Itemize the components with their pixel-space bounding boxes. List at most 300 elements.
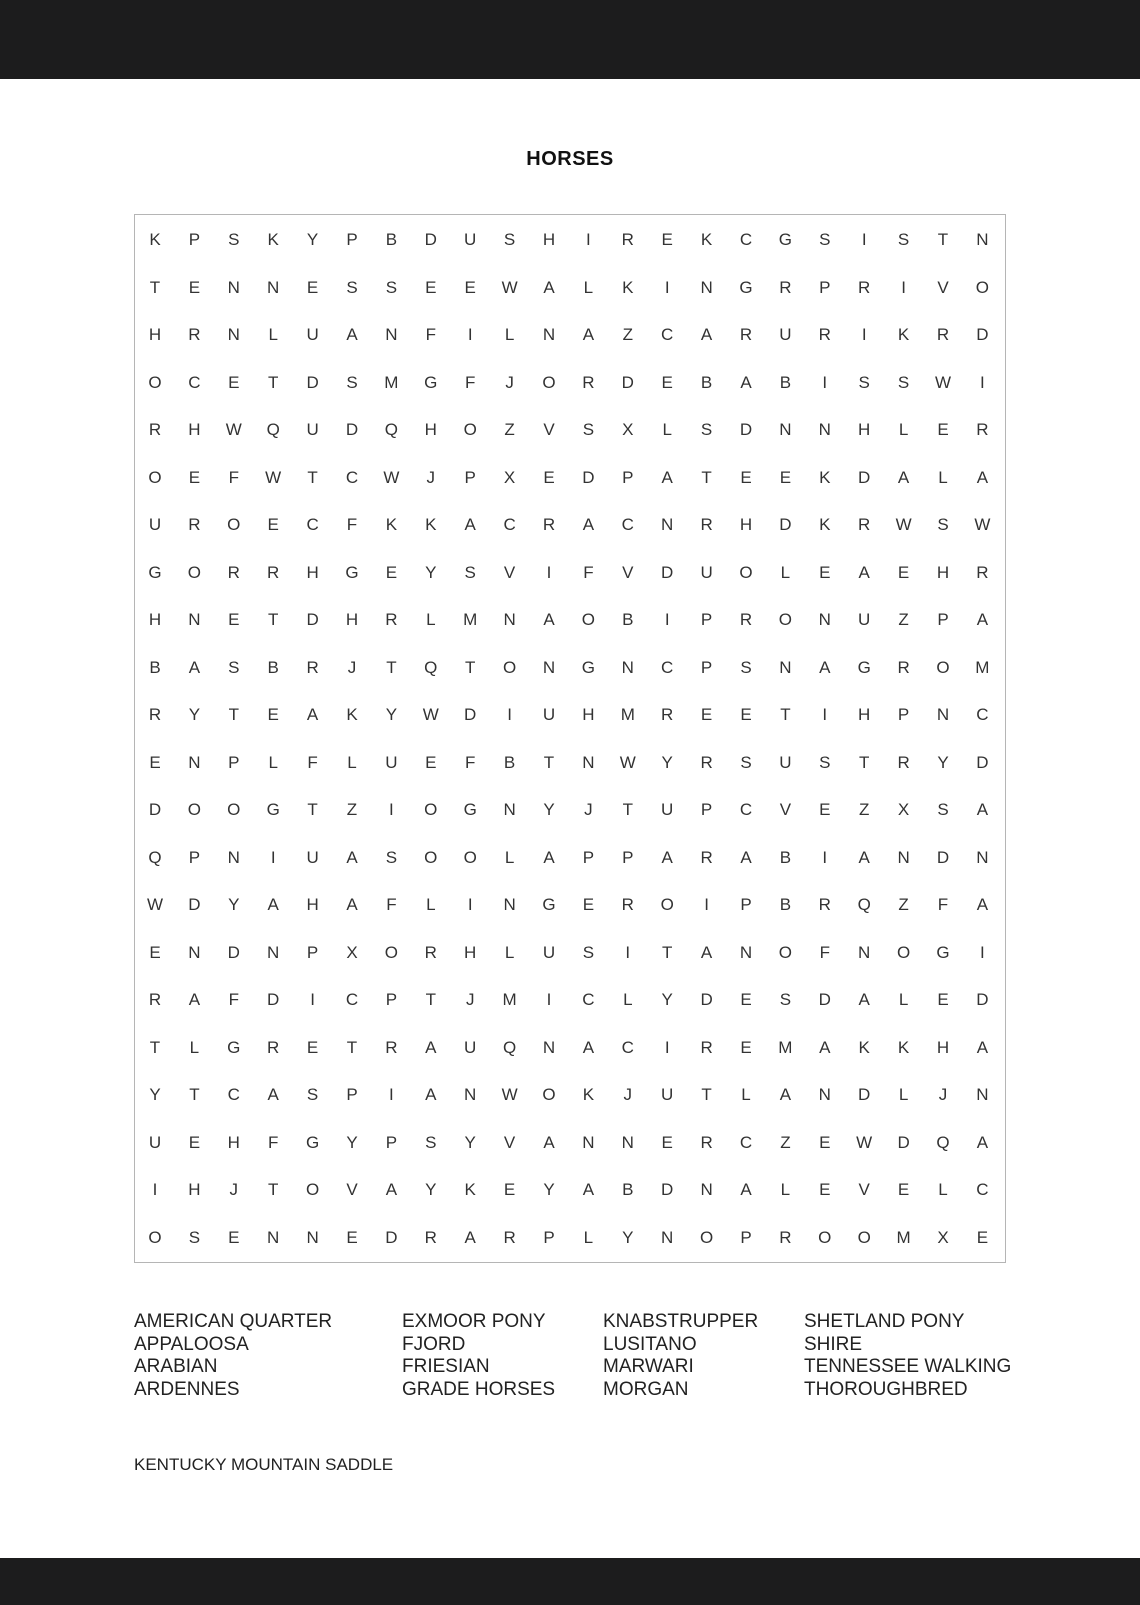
grid-letter: N bbox=[267, 942, 280, 962]
grid-letter: T bbox=[267, 372, 279, 392]
grid-letter: K bbox=[700, 230, 713, 249]
grid-letter: U bbox=[779, 325, 792, 344]
grid-letter: E bbox=[819, 1180, 831, 1199]
grid-letter: I bbox=[980, 942, 985, 962]
grid-letter: L bbox=[898, 420, 909, 439]
grid-letter: S bbox=[740, 657, 752, 677]
grid-letter: T bbox=[228, 705, 239, 724]
grid-letter: J bbox=[229, 1180, 239, 1199]
grid-letter: R bbox=[858, 515, 871, 534]
grid-letter: I bbox=[310, 990, 315, 1009]
grid-letter: S bbox=[897, 230, 910, 249]
grid-letter: U bbox=[661, 1085, 674, 1104]
grid-letter: F bbox=[386, 895, 397, 914]
grid-letter: J bbox=[347, 657, 357, 677]
grid-letter: M bbox=[778, 1037, 793, 1057]
extra-word: KENTUCKY MOUNTAIN SADDLE bbox=[134, 1455, 394, 1474]
grid-letter: U bbox=[385, 752, 398, 772]
grid-letter: N bbox=[503, 800, 516, 819]
grid-letter: S bbox=[897, 372, 910, 392]
grid-letter: R bbox=[188, 515, 201, 534]
grid-letter: O bbox=[148, 467, 162, 487]
grid-letter: A bbox=[740, 847, 752, 867]
grid-letter: B bbox=[779, 372, 792, 392]
grid-letter: A bbox=[740, 372, 752, 392]
grid-letter: F bbox=[819, 942, 830, 962]
word-list-item: ARDENNES bbox=[134, 1378, 240, 1400]
grid-letter: N bbox=[818, 1085, 831, 1104]
grid-letter: E bbox=[819, 1132, 831, 1152]
grid-letter: C bbox=[661, 325, 674, 344]
grid-letter: N bbox=[188, 752, 201, 772]
grid-letter: C bbox=[582, 990, 595, 1009]
grid-letter: I bbox=[704, 895, 709, 914]
grid-letter: Y bbox=[937, 752, 949, 772]
grid-letter: S bbox=[819, 230, 831, 249]
grid-letter: O bbox=[936, 657, 950, 677]
grid-letter: E bbox=[937, 990, 949, 1009]
grid-letter: O bbox=[463, 420, 477, 439]
grid-letter: A bbox=[858, 562, 870, 582]
grid-letter: D bbox=[385, 1227, 398, 1247]
grid-letter: U bbox=[464, 230, 477, 249]
grid-letter: W bbox=[895, 515, 912, 534]
grid-letter: A bbox=[582, 325, 595, 344]
grid-letter: I bbox=[389, 1085, 394, 1104]
grid-row bbox=[135, 225, 1007, 255]
grid-letter: T bbox=[701, 467, 712, 487]
bottom-bar bbox=[0, 1558, 1140, 1605]
page-title: HORSES bbox=[526, 148, 614, 170]
grid-row bbox=[135, 273, 1007, 303]
grid-letter: G bbox=[345, 562, 359, 582]
grid-letter: Y bbox=[661, 990, 673, 1009]
grid-letter: Y bbox=[346, 1132, 358, 1152]
grid-letter: C bbox=[306, 515, 319, 534]
grid-letter: O bbox=[542, 372, 556, 392]
grid-letter: Z bbox=[504, 420, 515, 439]
grid-letter: F bbox=[267, 1132, 279, 1152]
grid-letter: B bbox=[385, 230, 398, 249]
grid-letter: N bbox=[858, 942, 871, 962]
grid-letter: F bbox=[464, 752, 476, 772]
grid-letter: Q bbox=[502, 1037, 517, 1057]
grid-row bbox=[135, 653, 1007, 683]
grid-letter: C bbox=[661, 657, 674, 677]
grid-letter: R bbox=[621, 230, 634, 249]
grid-letter: T bbox=[346, 1037, 358, 1057]
grid-letter: D bbox=[424, 230, 437, 249]
grid-letter: B bbox=[267, 657, 279, 677]
grid-letter: G bbox=[542, 895, 556, 914]
grid-letter: P bbox=[819, 277, 831, 297]
grid-letter: N bbox=[779, 420, 792, 439]
grid-letter: W bbox=[146, 895, 164, 914]
grid-letter: D bbox=[976, 990, 989, 1009]
grid-letter: E bbox=[188, 1132, 201, 1152]
grid-letter: D bbox=[306, 372, 319, 392]
grid-letter: C bbox=[739, 230, 753, 249]
grid-letter: O bbox=[857, 1227, 871, 1247]
grid-letter: L bbox=[268, 325, 278, 344]
grid-letter: V bbox=[779, 800, 792, 819]
grid-letter: R bbox=[700, 1132, 713, 1152]
grid-letter: D bbox=[976, 752, 989, 772]
grid-letter: S bbox=[306, 1085, 319, 1104]
grid-row bbox=[135, 558, 1007, 588]
grid-letter: A bbox=[267, 1085, 279, 1104]
grid-letter: R bbox=[267, 1037, 280, 1057]
grid-letter: P bbox=[385, 1132, 398, 1152]
grid-letter: A bbox=[582, 1180, 595, 1199]
grid-letter: O bbox=[778, 942, 792, 962]
grid-letter: Z bbox=[898, 895, 909, 914]
grid-letter: A bbox=[819, 1037, 831, 1057]
grid-letter: E bbox=[425, 752, 437, 772]
grid-letter: D bbox=[976, 325, 989, 344]
grid-row bbox=[135, 1033, 1007, 1063]
grid-letter: C bbox=[739, 800, 753, 819]
grid-letter: R bbox=[700, 752, 713, 772]
grid-letter: S bbox=[385, 847, 398, 867]
grid-letter: Y bbox=[464, 1132, 476, 1152]
grid-letter: V bbox=[503, 562, 516, 582]
grid-letter: L bbox=[268, 752, 278, 772]
grid-letter: I bbox=[586, 230, 591, 249]
grid-letter: O bbox=[581, 610, 595, 629]
grid-letter: E bbox=[149, 752, 161, 772]
grid-letter: A bbox=[582, 515, 595, 534]
grid-letter: Y bbox=[425, 562, 437, 582]
grid-letter: E bbox=[425, 277, 437, 297]
grid-letter: D bbox=[818, 990, 831, 1009]
grid-letter: A bbox=[582, 1037, 595, 1057]
grid-letter: G bbox=[148, 562, 162, 582]
grid-letter: D bbox=[227, 942, 240, 962]
grid-letter: B bbox=[149, 657, 161, 677]
grid-letter: S bbox=[937, 800, 949, 819]
grid-letter: D bbox=[936, 847, 950, 867]
grid-letter: E bbox=[464, 277, 476, 297]
grid-letter: Q bbox=[424, 657, 438, 677]
grid-letter: L bbox=[780, 562, 791, 582]
grid-letter: R bbox=[148, 705, 162, 724]
grid-letter: L bbox=[189, 1037, 200, 1057]
grid-letter: J bbox=[623, 1085, 633, 1104]
grid-letter: D bbox=[661, 1180, 674, 1199]
grid-letter: A bbox=[464, 1227, 476, 1247]
grid-letter: S bbox=[819, 752, 831, 772]
grid-letter: B bbox=[503, 752, 516, 772]
grid-letter: R bbox=[227, 562, 240, 582]
grid-letter: A bbox=[543, 610, 555, 629]
grid-letter: I bbox=[546, 990, 552, 1009]
grid-letter: A bbox=[740, 1180, 752, 1199]
grid-letter: S bbox=[228, 230, 240, 249]
grid-letter: S bbox=[582, 420, 595, 439]
grid-letter: R bbox=[739, 610, 753, 629]
grid-letter: N bbox=[227, 847, 240, 867]
grid-letter: A bbox=[779, 1085, 792, 1104]
grid-letter: L bbox=[583, 1227, 594, 1247]
grid-letter: E bbox=[897, 562, 910, 582]
grid-letter: D bbox=[345, 420, 359, 439]
grid-letter: B bbox=[622, 610, 634, 629]
grid-letter: R bbox=[148, 420, 162, 439]
grid-letter: T bbox=[267, 610, 279, 629]
grid-letter: F bbox=[346, 515, 358, 534]
grid-letter: N bbox=[188, 610, 201, 629]
grid-letter: A bbox=[543, 1132, 555, 1152]
grid-letter: C bbox=[503, 515, 516, 534]
grid-letter: H bbox=[148, 325, 162, 344]
grid-letter: R bbox=[779, 277, 792, 297]
grid-letter: O bbox=[148, 372, 162, 392]
grid-letter: A bbox=[425, 1085, 437, 1104]
grid-letter: K bbox=[425, 515, 437, 534]
grid-letter: U bbox=[542, 942, 556, 962]
grid-letter: T bbox=[149, 277, 161, 297]
grid-letter: L bbox=[504, 847, 515, 867]
grid-letter: I bbox=[664, 277, 670, 297]
grid-letter: A bbox=[858, 847, 870, 867]
grid-letter: O bbox=[896, 942, 911, 962]
grid-letter: S bbox=[858, 372, 870, 392]
grid-letter: P bbox=[700, 610, 713, 629]
grid-letter: R bbox=[858, 277, 871, 297]
grid-letter: I bbox=[861, 325, 867, 344]
grid-letter: R bbox=[779, 1227, 792, 1247]
grid-letter: T bbox=[858, 752, 870, 772]
grid-letter: I bbox=[664, 610, 670, 629]
grid-letter: T bbox=[307, 467, 318, 487]
grid-letter: A bbox=[858, 990, 870, 1009]
grid-letter: V bbox=[858, 1180, 870, 1199]
grid-letter: N bbox=[464, 1085, 477, 1104]
grid-letter: O bbox=[542, 1085, 556, 1104]
grid-letter: R bbox=[818, 325, 831, 344]
grid-letter: W bbox=[974, 515, 991, 534]
grid-letter: O bbox=[463, 847, 477, 867]
grid-letter: K bbox=[858, 1037, 870, 1057]
grid-letter: A bbox=[819, 657, 831, 677]
grid-letter: T bbox=[661, 942, 673, 962]
grid-row bbox=[135, 985, 1007, 1015]
grid-letter: X bbox=[622, 420, 634, 439]
grid-letter: Q bbox=[857, 895, 871, 914]
grid-letter: I bbox=[507, 705, 512, 724]
grid-letter: E bbox=[740, 1037, 752, 1057]
grid-letter: L bbox=[898, 990, 909, 1009]
word-column-1 bbox=[134, 1311, 332, 1401]
grid-row bbox=[135, 368, 1007, 398]
grid-letter: S bbox=[582, 942, 595, 962]
grid-letter: P bbox=[622, 847, 634, 867]
grid-letter: P bbox=[346, 230, 358, 249]
grid-letter: M bbox=[502, 990, 517, 1009]
grid-letter: H bbox=[306, 895, 319, 914]
grid-letter: A bbox=[543, 847, 555, 867]
grid-letter: Y bbox=[228, 895, 240, 914]
grid-letter: A bbox=[897, 467, 910, 487]
grid-letter: H bbox=[227, 1132, 240, 1152]
grid-letter: J bbox=[505, 372, 514, 392]
grid-letter: I bbox=[664, 1037, 670, 1057]
grid-letter: D bbox=[267, 990, 280, 1009]
grid-letter: E bbox=[661, 1132, 673, 1152]
grid-letter: C bbox=[188, 372, 201, 392]
grid-letter: I bbox=[270, 847, 276, 867]
grid-letter: M bbox=[463, 610, 478, 629]
grid-letter: P bbox=[228, 752, 240, 772]
grid-letter: I bbox=[467, 325, 473, 344]
grid-letter: E bbox=[228, 1227, 240, 1247]
grid-letter: R bbox=[621, 895, 634, 914]
grid-letter: D bbox=[464, 705, 477, 724]
grid-letter: V bbox=[346, 1180, 358, 1199]
grid-letter: D bbox=[897, 1132, 910, 1152]
grid-row bbox=[135, 1223, 1007, 1253]
grid-letter: C bbox=[739, 1132, 753, 1152]
grid-letter: Q bbox=[266, 420, 280, 439]
grid-letter: P bbox=[385, 990, 398, 1009]
grid-letter: I bbox=[861, 230, 867, 249]
grid-letter: I bbox=[901, 277, 906, 297]
grid-letter: W bbox=[225, 420, 242, 439]
grid-letter: X bbox=[937, 1227, 949, 1247]
grid-letter: H bbox=[858, 705, 871, 724]
grid-letter: U bbox=[779, 752, 792, 772]
word-list-item: FRIESIAN bbox=[402, 1356, 490, 1377]
grid-letter: Y bbox=[543, 1180, 555, 1199]
grid-letter: O bbox=[187, 800, 201, 819]
grid-letter: D bbox=[700, 990, 713, 1009]
grid-letter: P bbox=[740, 1227, 752, 1247]
word-column-2 bbox=[402, 1311, 555, 1401]
grid-letter: W bbox=[934, 372, 952, 392]
grid-row bbox=[135, 748, 1007, 778]
grid-letter: C bbox=[621, 1037, 634, 1057]
grid-letter: F bbox=[583, 562, 594, 582]
grid-letter: S bbox=[385, 277, 398, 297]
grid-letter: L bbox=[426, 895, 436, 914]
grid-letter: I bbox=[980, 372, 985, 392]
grid-letter: A bbox=[188, 657, 201, 677]
grid-letter: W bbox=[501, 1085, 518, 1104]
grid-letter: F bbox=[937, 895, 949, 914]
grid-letter: G bbox=[857, 657, 871, 677]
grid-letter: W bbox=[856, 1132, 873, 1152]
grid-letter: W bbox=[422, 705, 439, 724]
grid-letter: R bbox=[582, 372, 595, 392]
grid-letter: R bbox=[897, 657, 910, 677]
grid-letter: U bbox=[700, 562, 713, 582]
grid-letter: E bbox=[976, 1227, 989, 1247]
grid-letter: T bbox=[386, 657, 397, 677]
grid-letter: L bbox=[741, 1085, 751, 1104]
grid-letter: N bbox=[897, 847, 910, 867]
grid-letter: J bbox=[465, 990, 475, 1009]
grid-letter: D bbox=[661, 562, 674, 582]
grid-letter: A bbox=[661, 467, 673, 487]
grid-letter: I bbox=[822, 705, 828, 724]
grid-letter: P bbox=[346, 1085, 358, 1104]
grid-letter: I bbox=[822, 372, 828, 392]
grid-letter: A bbox=[346, 895, 358, 914]
grid-letter: E bbox=[661, 230, 673, 249]
grid-letter: Z bbox=[780, 1132, 791, 1152]
grid-letter: O bbox=[384, 942, 398, 962]
grid-letter: C bbox=[345, 990, 359, 1009]
grid-letter: A bbox=[976, 1037, 989, 1057]
grid-letter: Y bbox=[425, 1180, 437, 1199]
grid-letter: T bbox=[543, 752, 555, 772]
grid-letter: K bbox=[897, 325, 910, 344]
grid-letter: E bbox=[228, 372, 240, 392]
grid-letter: A bbox=[976, 610, 989, 629]
grid-letter: H bbox=[858, 420, 871, 439]
grid-letter: E bbox=[582, 895, 595, 914]
grid-letter: Y bbox=[622, 1227, 634, 1247]
grid-letter: H bbox=[188, 1180, 201, 1199]
grid-letter: L bbox=[583, 277, 594, 297]
grid-letter: O bbox=[148, 1227, 162, 1247]
grid-letter: N bbox=[267, 1227, 280, 1247]
grid-letter: F bbox=[228, 990, 239, 1009]
grid-letter: N bbox=[621, 657, 634, 677]
grid-letter: E bbox=[897, 1180, 910, 1199]
grid-letter: U bbox=[306, 325, 319, 344]
grid-letter: M bbox=[384, 372, 399, 392]
grid-letter: U bbox=[464, 1037, 477, 1057]
grid-letter: W bbox=[383, 467, 400, 487]
grid-letter: R bbox=[306, 657, 319, 677]
grid-letter: C bbox=[621, 515, 634, 534]
grid-letter: P bbox=[622, 467, 634, 487]
grid-letter: D bbox=[188, 895, 201, 914]
grid-letter: H bbox=[936, 562, 950, 582]
grid-letter: A bbox=[976, 800, 989, 819]
grid-letter: K bbox=[622, 277, 634, 297]
grid-letter: N bbox=[227, 277, 240, 297]
grid-letter: A bbox=[425, 1037, 437, 1057]
grid-letter: H bbox=[148, 610, 162, 629]
grid-letter: O bbox=[424, 847, 438, 867]
grid-letter: A bbox=[464, 515, 476, 534]
grid-row bbox=[135, 415, 1007, 445]
grid-letter: F bbox=[425, 325, 436, 344]
grid-letter: A bbox=[700, 942, 713, 962]
grid-letter: I bbox=[152, 1180, 158, 1199]
grid-letter: G bbox=[227, 1037, 241, 1057]
grid-letter: N bbox=[542, 657, 556, 677]
grid-letter: U bbox=[306, 847, 319, 867]
word-column-3 bbox=[603, 1311, 758, 1401]
grid-letter: E bbox=[385, 562, 398, 582]
grid-letter: A bbox=[306, 705, 319, 724]
grid-letter: T bbox=[622, 800, 633, 819]
grid-letter: L bbox=[662, 420, 672, 439]
grid-letter: B bbox=[622, 1180, 634, 1199]
grid-letter: L bbox=[938, 467, 948, 487]
grid-letter: H bbox=[542, 230, 556, 249]
grid-letter: D bbox=[306, 610, 319, 629]
word-list-item: FJORD bbox=[402, 1333, 466, 1355]
grid-letter: S bbox=[937, 515, 949, 534]
grid-letter: D bbox=[858, 467, 871, 487]
grid-letter: N bbox=[779, 657, 792, 677]
grid-letter: G bbox=[424, 372, 438, 392]
